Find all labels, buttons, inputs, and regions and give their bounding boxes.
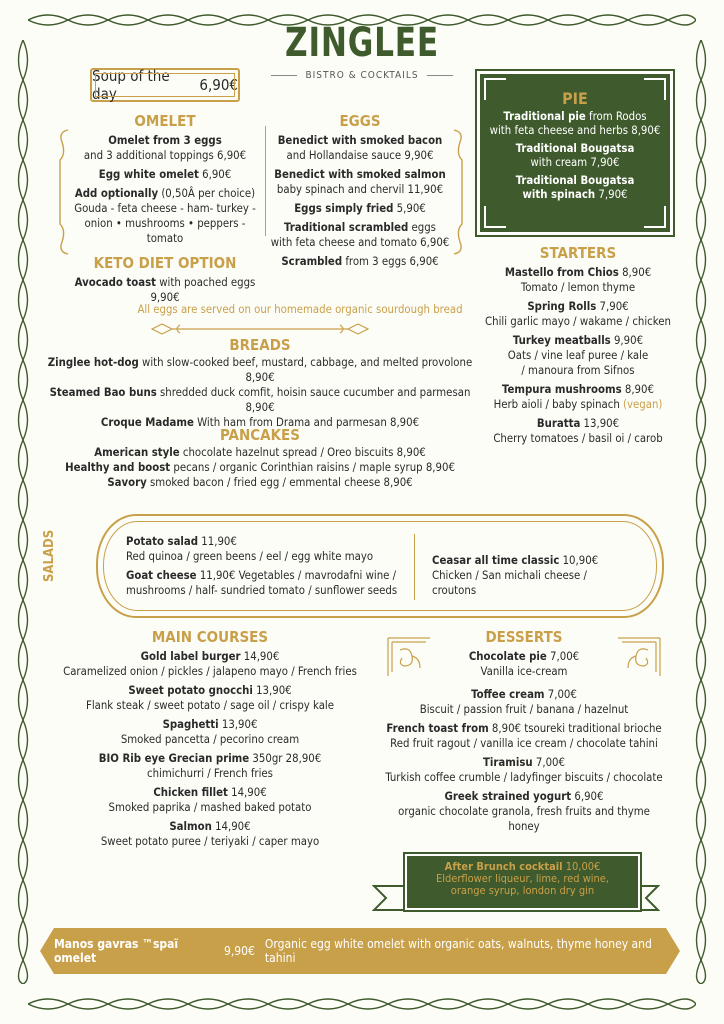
item-name: Traditional Bougatsa: [515, 142, 635, 155]
brand-title: ZINGLEE: [285, 20, 439, 66]
menu-item: [40, 460, 480, 475]
menu-item: [70, 133, 260, 163]
menu-item: [126, 568, 416, 598]
starters-section: [480, 246, 676, 446]
item-name: Goat cheese: [126, 569, 197, 582]
item-name: Zinglee hot-dog: [47, 356, 139, 369]
item-price: 14,90€: [243, 650, 280, 663]
menu-item: [70, 186, 260, 246]
item-desc: orange syrup, london dry gin: [450, 884, 595, 897]
menu-item: [480, 416, 676, 446]
corner-ornament: [644, 78, 666, 100]
menu-item: [40, 445, 480, 460]
item-name: Spaghetti: [162, 718, 219, 731]
bottom-border-ornament: [28, 994, 696, 1014]
item-price: 8,90€ tsoureki traditional brioche: [491, 722, 662, 735]
item-name: Tempura mushrooms: [502, 383, 622, 396]
item-name: Potato salad: [126, 535, 199, 548]
corner-ornament: [484, 206, 506, 228]
item-name: Traditional pie: [503, 110, 586, 123]
item-name: with spinach: [522, 188, 596, 201]
item-desc: smoked bacon / fried egg / emmental cheese 8,90€: [150, 476, 413, 489]
corner-ornament: [484, 78, 506, 100]
item-name: Healthy and boost: [65, 461, 171, 474]
menu-item: [480, 382, 676, 412]
menu-item: [60, 785, 360, 815]
item-name: BIO Rib eye Grecian prime: [98, 752, 250, 765]
omelet-section: [70, 114, 260, 305]
pie-title: PIE: [562, 89, 588, 108]
menu-item: [384, 687, 664, 717]
item-name: Tiramisu: [483, 756, 533, 769]
salads-divider: [414, 534, 415, 600]
item-price: 7,90€: [599, 300, 629, 313]
item-name: After Brunch cocktail: [444, 860, 563, 873]
desserts-title: DESSERTS: [485, 628, 563, 646]
menu-item: [126, 534, 416, 564]
pancakes-title: PANCAKES: [220, 426, 300, 444]
item-desc: from Rodos: [589, 110, 647, 123]
bracket-ornament: [452, 128, 466, 256]
item-name: Add optionally: [74, 187, 159, 200]
breads-section: [40, 338, 480, 430]
item-price: 13,90€: [583, 417, 620, 430]
item-desc: Vegetables / mavrodafni wine /: [238, 569, 397, 582]
item-desc: Biscuit / passion fruit / banana / hazelnut: [419, 703, 629, 716]
item-desc: / manoura from Sifnos: [521, 364, 635, 377]
menu-item: [60, 717, 360, 747]
item-name: Egg white omelet: [98, 168, 199, 181]
menu-item: [384, 721, 664, 751]
desserts-section: [384, 630, 664, 834]
item-name: Spring Rolls: [527, 300, 597, 313]
item-desc: Flank steak / sweet potato / sage oil / crispy kale: [85, 699, 335, 712]
item-desc: (0,50Â per choice): [161, 187, 256, 200]
item-desc: Red fruit ragout / vanilla ice cream / chocolate tahini: [390, 737, 658, 750]
main-courses-section: [60, 630, 360, 849]
item-desc: Smoked paprika / mashed baked potato: [108, 801, 312, 814]
item-desc: Caramelized onion / pickles / jalapeno mayo / French fries: [63, 665, 357, 678]
item-desc: Cherry tomatoes / basil oi / carob: [493, 432, 663, 445]
item-price: 6,90€: [574, 790, 604, 803]
item-name: Buratta: [536, 417, 581, 430]
item-price: 13,90€: [221, 718, 258, 731]
item-desc: with slow-cooked beef, mustard, cabbage, and melted provolone 8,90€: [142, 356, 473, 384]
item-desc: Elderflower liqueur, lime, red wine,: [435, 872, 610, 885]
item-price: 8,90€: [622, 266, 652, 279]
item-price: 7,90€: [598, 188, 628, 201]
menu-item: [270, 167, 450, 197]
item-desc: Tomato / lemon thyme: [520, 281, 636, 294]
item-price: 10,00€: [565, 860, 601, 873]
item-desc: onion • mushrooms • peppers - tomato: [84, 217, 246, 245]
item-price: 350gr 28,90€: [252, 752, 322, 765]
menu-item: [480, 333, 676, 378]
menu-item: [40, 385, 480, 415]
item-desc: baby spinach and chervil 11,90€: [276, 183, 444, 196]
item-name: Benedict with smoked salmon: [274, 168, 446, 181]
item-name: Croque Madame: [100, 416, 194, 429]
salads-left: [126, 534, 416, 598]
item-desc: chimichurri / French fries: [147, 767, 273, 780]
breads-title: BREADS: [229, 336, 291, 354]
item-desc: with cream 7,90€: [530, 156, 620, 169]
item-price: 11,90€: [201, 535, 237, 548]
item-name: French toast from: [386, 722, 489, 735]
item-name: Benedict with smoked bacon: [277, 134, 443, 147]
pie-section: [477, 71, 673, 235]
item-name: Chocolate pie: [468, 650, 547, 663]
menu-item: [60, 819, 360, 849]
item-desc: Chicken / San michali cheese / croutons: [432, 569, 587, 597]
keto-title: KETO DIET OPTION: [93, 254, 237, 272]
item-name: Omelet from 3 eggs: [108, 134, 222, 147]
right-border-ornament: [692, 40, 710, 984]
menu-item: [60, 649, 360, 679]
item-price: 7,00€: [535, 756, 565, 769]
soup-label: Soup of the day: [92, 67, 170, 103]
vegan-tag: (vegan): [623, 398, 663, 411]
item-name: Mastello from Chios: [504, 266, 619, 279]
item-desc: and Hollandaise sauce 9,90€: [286, 149, 434, 162]
item-price: 13,90€: [256, 684, 292, 697]
item-name: Salmon: [169, 820, 212, 833]
salads-label: SALADS: [42, 529, 57, 582]
item-desc: with feta cheese and tomato 6,90€: [270, 236, 450, 249]
item-price: 5,90€: [396, 202, 426, 215]
menu-item: [480, 110, 670, 138]
item-desc: shredded duck comfit, hoisin sauce cucumber and parmesan 8,90€: [159, 386, 471, 414]
item-desc: Oats / vine leaf puree / kale: [507, 349, 649, 362]
item-desc: eggs: [411, 221, 436, 234]
item-desc: Sweet potato puree / teriyaki / caper mayo: [100, 835, 320, 848]
menu-item: [480, 265, 676, 295]
item-desc: Vanilla ice-cream: [480, 665, 568, 678]
item-desc: Red quinoa / green beens / eel / egg white mayo: [126, 550, 374, 563]
item-name: Manos gavras ™spaï omelet: [54, 937, 179, 965]
item-name: Turkey meatballs: [512, 334, 611, 347]
soup-of-the-day-box: [90, 68, 240, 102]
menu-item: [70, 275, 260, 305]
omelet-title: OMELET: [134, 112, 196, 130]
item-desc: Gouda - feta cheese - ham- turkey -: [74, 202, 256, 215]
menu-item: [270, 201, 450, 216]
menu-item: [70, 167, 260, 182]
item-desc: Turkish coffee crumble / ladyfinger biscuits / chocolate: [385, 771, 663, 784]
starters-title: STARTERS: [539, 244, 617, 262]
menu-item: [480, 142, 670, 170]
menu-item: [270, 254, 450, 269]
menu-item: [40, 475, 480, 490]
menu-item: [384, 649, 664, 679]
item-desc: mushrooms / half- sundried tomato / sunflower seeds: [126, 584, 398, 597]
bracket-ornament: [56, 128, 70, 256]
item-desc: with poached eggs 9,90€: [150, 276, 256, 304]
item-price: 10,90€: [562, 554, 599, 567]
item-desc: with feta cheese and herbs 8,90€: [489, 124, 661, 137]
item-name: Greek strained yogurt: [444, 790, 572, 803]
item-desc: Smoked pancetta / pecorino cream: [120, 733, 300, 746]
main-courses-title: MAIN COURSES: [151, 628, 269, 646]
item-price: 9,90€: [613, 334, 644, 347]
special-omelet-banner: [54, 928, 666, 974]
item-price: 8,90€: [624, 383, 654, 396]
item-price: 7,00€: [550, 650, 580, 663]
item-name: Traditional scrambled: [284, 221, 409, 234]
item-price: 14,90€: [231, 786, 267, 799]
item-name: Eggs simply fried: [294, 202, 394, 215]
brunch-cocktail-box: [405, 854, 640, 910]
item-name: Savory: [107, 476, 147, 489]
item-desc: Organic egg white omelet with organic oats, walnuts, thyme honey and tahini: [264, 937, 652, 965]
item-desc: Chili garlic mayo / wakame / chicken: [485, 315, 671, 328]
corner-ornament: [644, 206, 666, 228]
menu-item: [384, 789, 664, 834]
eggs-section: [270, 114, 450, 269]
menu-item: [384, 755, 664, 785]
item-desc: Herb aioli / baby spinach: [493, 398, 620, 411]
item-name: Sweet potato gnocchi: [128, 684, 253, 697]
menu-item: [270, 133, 450, 163]
salads-right: [432, 553, 632, 598]
item-price: 14,90€: [215, 820, 251, 833]
soup-price: 6,90€: [199, 76, 238, 94]
menu-item: [40, 355, 480, 385]
item-price: 6,90€: [202, 168, 232, 181]
item-desc: With ham from Drama and parmesan 8,90€: [197, 416, 420, 429]
menu-item: [432, 553, 632, 598]
item-desc: and 3 additional toppings 6,90€: [83, 149, 247, 162]
eggs-title: EGGS: [339, 112, 381, 130]
item-name: Gold label burger: [140, 650, 241, 663]
brand-subtitle: BISTRO & COCKTAILS: [0, 70, 724, 81]
item-desc: chocolate hazelnut spread / Oreo biscuits 8,90€: [182, 446, 426, 459]
item-desc: pecans / organic Corinthian raisins / maple syrup 8,90€: [173, 461, 455, 474]
item-price: 9,90€: [224, 944, 255, 958]
item-desc: organic chocolate granola, fresh fruits and thyme honey: [398, 805, 650, 833]
menu-item: [270, 220, 450, 250]
item-price: 11,90€: [199, 569, 236, 582]
item-name: Steamed Bao buns: [49, 386, 157, 399]
column-divider: [265, 126, 266, 236]
divider-ornament: [150, 322, 370, 336]
item-name: Ceasar all time classic: [432, 554, 560, 567]
item-name: Avocado toast: [74, 276, 156, 289]
menu-item: [480, 174, 670, 202]
pancakes-section: [40, 428, 480, 490]
item-price: 7,00€: [547, 688, 577, 701]
item-name: American style: [94, 446, 180, 459]
eggs-note: All eggs are served on our homemade organic sourdough bread: [137, 303, 463, 316]
item-name: Traditional Bougatsa: [515, 174, 635, 187]
menu-item: [60, 751, 360, 781]
left-border-ornament: [14, 40, 32, 984]
item-name: Toffee cream: [471, 688, 545, 701]
menu-item: [60, 683, 360, 713]
item-name: Chicken fillet: [153, 786, 228, 799]
item-desc: from 3 eggs 6,90€: [345, 255, 439, 268]
item-name: Scrambled: [281, 255, 343, 268]
